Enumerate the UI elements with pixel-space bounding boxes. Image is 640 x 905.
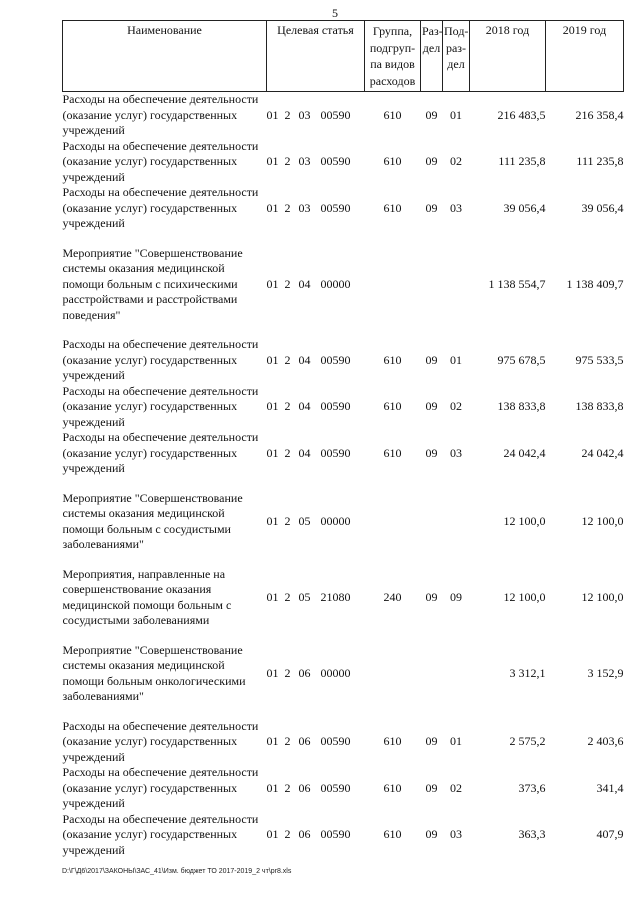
target-article-c1: 01: [266, 154, 279, 168]
row-name: Мероприятие "Совершенствование системы оказания медицинской помощи больным онкологическими заболеваниями": [62, 642, 246, 703]
row-spacer-cell: [63, 705, 624, 719]
target-article-c4: 00590: [320, 445, 351, 460]
table-row: [63, 567, 624, 629]
row-podrazdel: 03: [450, 445, 462, 460]
table-row: [63, 643, 624, 705]
row-podrazdel: 01: [450, 734, 462, 748]
target-article-c2: 2: [284, 200, 291, 215]
row-2018: 12 100,0: [503, 513, 546, 528]
row-name: Мероприятия, направленные на совершенствование оказания медицинской помощи больным с сосудистыми заболеваниями: [62, 566, 232, 627]
table-row: [63, 139, 624, 186]
row-2019: 216 358,4: [575, 107, 624, 122]
row-name: Расходы на обеспечение деятельности (оказание услуг) государственных учреждений: [62, 337, 259, 382]
row-2019: 975 533,5: [575, 352, 624, 367]
row-2018: 363,3: [518, 827, 546, 841]
target-article-c1: 01: [266, 200, 279, 215]
row-spacer: [63, 705, 624, 719]
row-podrazdel: 01: [450, 107, 462, 122]
target-article-c4: 00590: [320, 352, 351, 367]
row-group: 610: [383, 154, 402, 168]
table-row: [63, 337, 624, 384]
row-podrazdel: 03: [450, 827, 462, 841]
row-podrazdel: [443, 491, 470, 553]
row-podrazdel: [443, 643, 470, 705]
row-name: Расходы на обеспечение деятельности (оказание услуг) государственных учреждений: [62, 92, 259, 137]
header-name: Наименование: [63, 21, 267, 92]
target-article-c4: 00590: [320, 200, 351, 215]
target-article-c2: 2: [284, 154, 291, 168]
row-2019: 138 833,8: [575, 399, 624, 413]
row-target-article: [267, 246, 365, 324]
header-2019: 2019 год: [546, 21, 624, 92]
row-podrazdel: 03: [450, 200, 462, 215]
row-podrazdel: 09: [450, 589, 462, 604]
row-target-article: [267, 812, 365, 859]
row-target-article: [267, 337, 365, 384]
row-2019: 12 100,0: [581, 589, 624, 604]
target-article-c2: 2: [284, 513, 291, 528]
target-article-c3: 05: [298, 589, 311, 604]
target-article-c4: 00000: [320, 513, 351, 528]
row-2019: 24 042,4: [581, 445, 624, 460]
row-razdel: 09: [425, 780, 438, 795]
target-article-c4: 00000: [320, 665, 351, 680]
target-article-c1: 01: [266, 780, 279, 795]
row-group: 610: [383, 107, 402, 122]
row-razdel: 09: [425, 200, 438, 215]
target-article-c3: 04: [298, 276, 311, 291]
row-2019: 1 138 409,7: [566, 276, 624, 291]
row-target-article: [267, 430, 365, 477]
row-spacer-cell: [63, 477, 624, 491]
table-row: [63, 92, 624, 139]
target-article-c3: 06: [298, 780, 311, 795]
row-group: [365, 246, 421, 324]
row-2018: 39 056,4: [503, 200, 546, 215]
target-article-c2: 2: [284, 780, 291, 795]
row-2018: 24 042,4: [503, 445, 546, 460]
row-group: [365, 491, 421, 553]
row-group: 610: [383, 780, 402, 795]
target-article-c1: 01: [266, 589, 279, 604]
row-2018: 12 100,0: [503, 589, 546, 604]
table-body: [63, 92, 624, 859]
target-article-c4: 00590: [320, 827, 351, 841]
row-2019: 12 100,0: [581, 513, 624, 528]
row-razdel: [421, 491, 443, 553]
target-article-c1: 01: [266, 513, 279, 528]
row-target-article: [267, 567, 365, 629]
row-target-article: [267, 139, 365, 186]
target-article-c1: 01: [266, 352, 279, 367]
target-article-c1: 01: [266, 827, 279, 841]
file-path-footer: D:\Г\Д6\2017\ЗАКОНЫ\ЗАС_41\Изм. бюджет ТО 2017-2019_2 чт\pr8.xls: [62, 868, 292, 875]
row-podrazdel: 01: [450, 352, 462, 367]
row-spacer: [63, 629, 624, 643]
table-row: [63, 430, 624, 477]
target-article-c4: 00000: [320, 276, 351, 291]
row-group: 610: [383, 734, 402, 748]
row-razdel: 09: [425, 445, 438, 460]
row-target-article: [267, 92, 365, 139]
row-target-article: [267, 719, 365, 766]
row-name: Расходы на обеспечение деятельности (оказание услуг) государственных учреждений: [62, 185, 259, 230]
target-article-c3: 03: [298, 154, 311, 168]
target-article-c3: 04: [298, 445, 311, 460]
target-article-c3: 06: [298, 827, 311, 841]
row-group: [365, 643, 421, 705]
target-article-c3: 04: [298, 399, 311, 413]
row-razdel: 09: [425, 399, 438, 413]
header-2018: 2018 год: [470, 21, 546, 92]
target-article-c3: 04: [298, 352, 311, 367]
target-article-c2: 2: [284, 276, 291, 291]
target-article-c3: 03: [298, 200, 311, 215]
row-razdel: 09: [425, 107, 438, 122]
target-article-c3: 06: [298, 665, 311, 680]
row-2018: 111 235,8: [498, 154, 546, 168]
row-razdel: 09: [425, 352, 438, 367]
table-row: [63, 185, 624, 232]
target-article-c4: 00590: [320, 399, 351, 413]
row-name: Расходы на обеспечение деятельности (оказание услуг) государственных учреждений: [62, 765, 259, 810]
target-article-c2: 2: [284, 445, 291, 460]
row-razdel: 09: [425, 734, 438, 748]
row-spacer-cell: [63, 553, 624, 567]
target-article-c4: 21080: [320, 589, 351, 604]
row-2018: 216 483,5: [497, 107, 546, 122]
row-2019: 3 152,9: [587, 665, 624, 680]
row-spacer: [63, 553, 624, 567]
row-target-article: [267, 643, 365, 705]
row-2018: 975 678,5: [497, 352, 546, 367]
row-group: 610: [383, 352, 402, 367]
target-article-c4: 00590: [320, 107, 351, 122]
row-target-article: [267, 491, 365, 553]
header-target-article: Целевая статья: [267, 21, 365, 92]
row-group: 610: [383, 445, 402, 460]
row-razdel: [421, 643, 443, 705]
budget-table: [62, 20, 624, 858]
target-article-c1: 01: [266, 445, 279, 460]
row-podrazdel: 02: [450, 154, 462, 168]
row-group: 610: [383, 200, 402, 215]
row-name: Мероприятие "Совершенствование системы оказания медицинской помощи больным с психическими расстройствами и расстройствами поведения": [62, 245, 243, 322]
row-2019: 341,4: [596, 780, 624, 795]
target-article-c2: 2: [284, 399, 291, 413]
target-article-c1: 01: [266, 734, 279, 748]
target-article-c2: 2: [284, 734, 291, 748]
row-2018: 138 833,8: [497, 399, 546, 413]
table-row: [63, 246, 624, 324]
row-2019: 111 235,8: [576, 154, 624, 168]
row-2018: 2 575,2: [509, 734, 546, 748]
target-article-c2: 2: [284, 589, 291, 604]
row-2019: 407,9: [596, 827, 624, 841]
row-group: 610: [383, 399, 402, 413]
row-podrazdel: [443, 246, 470, 324]
target-article-c1: 01: [266, 665, 279, 680]
row-2018: 3 312,1: [509, 665, 546, 680]
table-row: [63, 491, 624, 553]
row-2019: 39 056,4: [581, 200, 624, 215]
row-spacer-cell: [63, 629, 624, 643]
row-target-article: [267, 765, 365, 812]
row-podrazdel: 02: [450, 399, 462, 413]
row-spacer: [63, 323, 624, 337]
target-article-c2: 2: [284, 665, 291, 680]
target-article-c3: 05: [298, 513, 311, 528]
target-article-c3: 03: [298, 107, 311, 122]
target-article-c4: 00590: [320, 734, 351, 748]
header-razdel: Раз-дел: [421, 21, 443, 92]
row-spacer: [63, 232, 624, 246]
target-article-c3: 06: [298, 734, 311, 748]
row-group: 240: [383, 589, 402, 604]
target-article-c4: 00590: [320, 780, 351, 795]
row-group: 610: [383, 827, 402, 841]
table-header-row: [63, 21, 624, 92]
page-number: 5: [332, 6, 338, 20]
row-spacer-cell: [63, 232, 624, 246]
row-name: Расходы на обеспечение деятельности (оказание услуг) государственных учреждений: [62, 138, 259, 184]
row-name: Расходы на обеспечение деятельности (оказание услуг) государственных учреждений: [62, 430, 259, 475]
table-row: [63, 384, 624, 431]
target-article-c1: 01: [266, 399, 279, 413]
table-row: [63, 812, 624, 859]
row-target-article: [267, 384, 365, 431]
row-spacer-cell: [63, 323, 624, 337]
target-article-c4: 00590: [320, 154, 351, 168]
target-article-c2: 2: [284, 827, 291, 841]
target-article-c2: 2: [284, 107, 291, 122]
target-article-c1: 01: [266, 107, 279, 122]
table-row: [63, 719, 624, 766]
header-group: Группа, подгруп-па видов расходов: [365, 21, 421, 92]
row-razdel: [421, 246, 443, 324]
row-razdel: 09: [425, 827, 438, 841]
row-target-article: [267, 185, 365, 232]
row-2018: 373,6: [518, 780, 546, 795]
row-spacer: [63, 477, 624, 491]
row-name: Расходы на обеспечение деятельности (оказание услуг) государственных учреждений: [62, 383, 259, 429]
row-name: Расходы на обеспечение деятельности (оказание услуг) государственных учреждений: [62, 811, 259, 857]
row-name: Расходы на обеспечение деятельности (оказание услуг) государственных учреждений: [62, 718, 259, 764]
target-article-c2: 2: [284, 352, 291, 367]
row-name: Мероприятие "Совершенствование системы оказания медицинской помощи больным с сосудистыми заболеваниями": [62, 490, 243, 551]
row-podrazdel: 02: [450, 780, 462, 795]
row-razdel: 09: [425, 589, 438, 604]
table-row: [63, 765, 624, 812]
target-article-c1: 01: [266, 276, 279, 291]
row-2019: 2 403,6: [587, 734, 624, 748]
row-razdel: 09: [425, 154, 438, 168]
row-2018: 1 138 554,7: [488, 276, 546, 291]
header-podrazdel: Под-раз-дел: [443, 21, 470, 92]
